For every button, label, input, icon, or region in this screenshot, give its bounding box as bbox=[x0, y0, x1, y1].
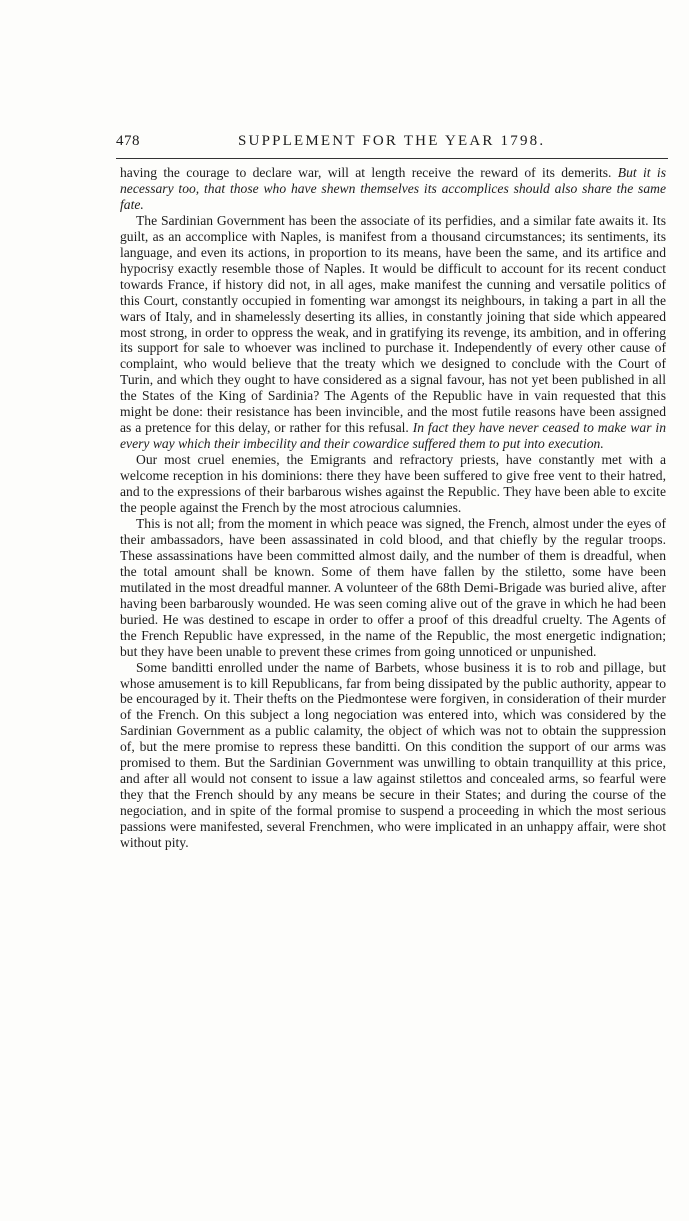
body-text bbox=[120, 165, 666, 851]
paragraph: Our most cruel enemies, the Emigrants and refractory priests, have constantly met with a welcome reception in his dominions: there they have been suffered to give free vent to their hatred, and to the expressions of their barbarous wishes against the Republic. They have been able to excite the people against the French by the most atrocious calumnies. bbox=[120, 452, 666, 516]
paragraph: The Sardinian Government has been the associate of its perfidies, and a similar fate awaits it. Its guilt, as an accomplice with Naples, is manifest from a thousand circumstances; its sentiments, its language, and even its actions, in proportion to its means, have been the same, and its artifice and hypocrisy exactly resemble those of Naples. It would be difficult to account for its recent conduct towards France, if history did not, in all ages, make manifest the cunning and versatile politics of this Court, constantly occupied in fomenting war amongst its neighbours, in taking a part in all the wars of Italy, and in shamelessly deserting its allies, in constantly joining that side which appeared most strong, in order to oppress the weak, and in gratifying its revenge, its ambition, and in offering its support for sale to whoever was inclined to purchase it. Independently of every other cause of complaint, who would believe that the treaty which we designed to conclude with the Court of Turin, and which they ought to have considered as a signal favour, has not yet been published in all the States of the King of Sardinia? The Agents of the Republic have in vain requested that this might be done: their resistance has been invincible, and the most futile reasons have been assigned as a pretence for this delay, or rather for this refusal. In fact they have never ceased to make war in every way which their imbecility and their cowardice suffered them to put into execution. bbox=[120, 212, 667, 452]
page-number: 478 bbox=[116, 133, 140, 149]
page-header bbox=[116, 133, 672, 153]
paragraph: having the courage to declare war, will at length receive the reward of its demerits. But it is necessary too, that those who have shewn themselves its accomplices should also share the same fate. bbox=[120, 165, 666, 212]
paragraph: Some banditti enrolled under the name of Barbets, whose business it is to rob and pillage, but whose amusement is to kill Republicans, far from being dissipated by the public authority, appear to be encouraged by it. Their thefts on the Piedmontese were forgiven, in consideration of their murder of the French. On this subject a long negociation was entered into, which was considered by the Sardinian Government as a public calamity, the object of which was not to obtain the suppression of, but the mere promise to repress these banditti. On this condition the support of our arms was promised to them. But the Sardinian Government was unwilling to obtain tranquillity at this price, and after all would not consent to issue a law against stilettos and concealed arms, so fearful were they that the French should by any means be secure in their States; and during the course of the negociation, and in spite of the formal promise to suspend a proceeding in which the most serious passions were manifested, several Frenchmen, who were implicated in an unhappy affair, were shot without pity. bbox=[120, 659, 666, 851]
header-rule bbox=[116, 158, 668, 159]
paragraph: This is not all; from the moment in which peace was signed, the French, almost under the eyes of their ambassadors, have been assassinated in cold blood, and that chiefly by the regular troops. These assassinations have been committed almost daily, and the number of them is dreadful, when the total amount shall be known. Some of them have fallen by the stiletto, some have been mutilated in the most dreadful manner. A volunteer of the 68th Demi-Brigade was buried alive, after having been barbarously wounded. He was seen coming alive out of the grave in which he had been buried. He was destined to escape in order to offer a proof of this dreadful cruelty. The Agents of the French Republic have expressed, in the name of the Republic, the most energetic indignation; but they have been unable to prevent these crimes from going unnoticed or unpunished. bbox=[120, 515, 666, 659]
running-head: SUPPLEMENT FOR THE YEAR 1798. bbox=[238, 133, 546, 149]
